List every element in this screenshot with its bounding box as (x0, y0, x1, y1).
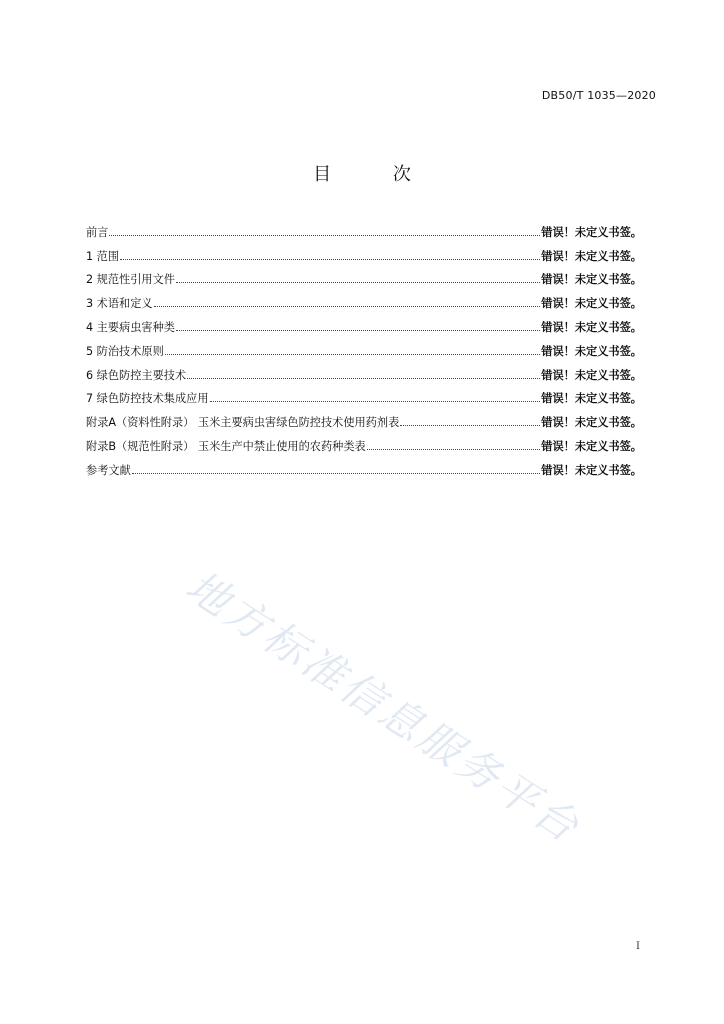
dot-leader (176, 281, 540, 283)
toc-entry-label: 前言 (86, 225, 109, 239)
dot-leader (132, 472, 541, 474)
toc-entry-control-principles[interactable] (86, 335, 642, 359)
toc-entry-page-ref: 错误！未定义书签。 (541, 416, 642, 430)
page-number: I (636, 941, 640, 952)
dot-leader (400, 424, 540, 426)
toc-entry-label: 参考文献 (86, 463, 131, 477)
toc-entry-page-ref: 错误！未定义书签。 (541, 344, 642, 358)
toc-entry-page-ref: 错误！未定义书签。 (541, 463, 642, 477)
toc-entry-page-ref: 错误！未定义书签。 (541, 225, 642, 239)
toc-entry-green-control-techniques[interactable] (86, 359, 642, 383)
toc-entry-label: 7 绿色防控技术集成应用 (86, 392, 209, 406)
watermark: 地方标准信息服务平台 (177, 561, 590, 853)
toc-entry-terms-definitions[interactable] (86, 287, 642, 311)
toc-entry-page-ref: 错误！未定义书签。 (541, 297, 642, 311)
toc-entry-page-ref: 错误！未定义书签。 (541, 320, 642, 334)
dot-leader (120, 258, 540, 260)
toc-entry-label: 附录A（资料性附录） 玉米主要病虫害绿色防控技术使用药剂表 (86, 416, 400, 430)
toc-entry-page-ref: 错误！未定义书签。 (541, 249, 642, 263)
toc-entry-page-ref: 错误！未定义书签。 (541, 273, 642, 287)
dot-leader (367, 448, 541, 450)
toc-entry-scope[interactable] (86, 240, 642, 264)
dot-leader (165, 353, 540, 355)
toc-entry-normative-references[interactable] (86, 264, 642, 288)
toc-entry-label: 5 防治技术原则 (86, 344, 164, 358)
toc-entry-appendix-b[interactable] (86, 430, 642, 454)
toc-entry-page-ref: 错误！未定义书签。 (541, 368, 642, 382)
page-title: 目 次 (313, 164, 439, 185)
toc-entry-label: 4 主要病虫害种类 (86, 320, 175, 334)
dot-leader (210, 400, 541, 402)
toc-entry-page-ref: 错误！未定义书签。 (541, 392, 642, 406)
toc-entry-preface[interactable] (86, 216, 642, 240)
dot-leader (187, 377, 540, 379)
toc-entry-label: 1 范围 (86, 249, 120, 263)
toc-entry-page-ref: 错误！未定义书签。 (541, 439, 642, 453)
toc-entry-main-pests[interactable] (86, 311, 642, 335)
toc-entry-label: 6 绿色防控主要技术 (86, 368, 187, 382)
dot-leader (109, 234, 540, 236)
dot-leader (154, 305, 541, 307)
toc-entry-integrated-application[interactable] (86, 383, 642, 407)
toc-entry-label: 附录B（规范性附录） 玉米生产中禁止使用的农药种类表 (86, 439, 366, 453)
toc-entry-label: 2 规范性引用文件 (86, 273, 175, 287)
toc-entry-bibliography[interactable] (86, 454, 642, 478)
toc-entry-label: 3 术语和定义 (86, 297, 153, 311)
standard-code: DB50/T 1035—2020 (541, 89, 656, 102)
toc-entry-appendix-a[interactable] (86, 406, 642, 430)
table-of-contents (86, 216, 642, 478)
dot-leader (176, 329, 540, 331)
